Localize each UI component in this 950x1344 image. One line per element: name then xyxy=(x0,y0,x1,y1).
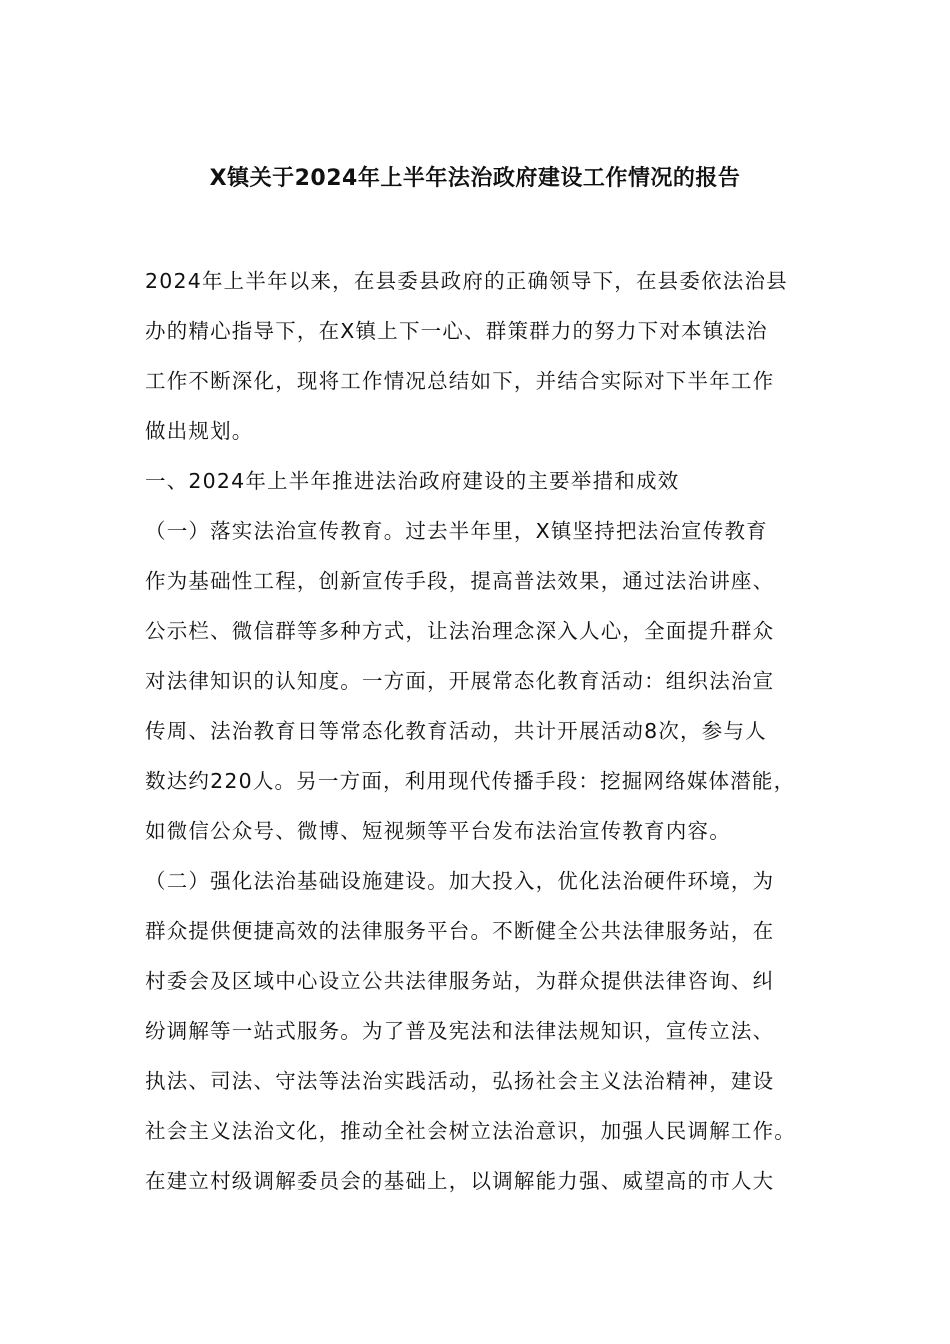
body-line: 办的精心指导下，在X镇上下一心、群策群力的努力下对本镇法治 xyxy=(145,319,768,343)
body-line: 群众提供便捷高效的法律服务平台。不断健全公共法律服务站，在 xyxy=(145,919,775,943)
body-line: 数达约220人。另一方面，利用现代传播手段：挖掘网络媒体潜能， xyxy=(145,769,796,793)
body-line: 对法律知识的认知度。一方面，开展常态化教育活动：组织法治宣 xyxy=(145,669,775,693)
document-body xyxy=(145,256,825,1206)
body-line: 做出规划。 xyxy=(145,419,254,443)
body-line: 工作不断深化，现将工作情况总结如下，并结合实际对下半年工作 xyxy=(145,369,775,393)
section-heading: 一、2024年上半年推进法治政府建设的主要举措和成效 xyxy=(145,469,680,493)
body-line: （二）强化法治基础设施建设。加大投入，优化法治硬件环境，为 xyxy=(145,869,775,893)
body-line: 纷调解等一站式服务。为了普及宪法和法律法规知识，宣传立法、 xyxy=(145,1019,775,1043)
body-line: 村委会及区域中心设立公共法律服务站，为群众提供法律咨询、纠 xyxy=(145,969,775,993)
body-line: 公示栏、微信群等多种方式，让法治理念深入人心，全面提升群众 xyxy=(145,619,775,643)
body-line: 执法、司法、守法等法治实践活动，弘扬社会主义法治精神，建设 xyxy=(145,1069,775,1093)
body-line: 作为基础性工程，创新宣传手段，提高普法效果，通过法治讲座、 xyxy=(145,569,775,593)
body-line: 在建立村级调解委员会的基础上，以调解能力强、威望高的市人大 xyxy=(145,1169,775,1193)
document-title: X镇关于2024年上半年法治政府建设工作情况的报告 xyxy=(209,166,741,191)
body-line: 2024年上半年以来，在县委县政府的正确领导下，在县委依法治县 xyxy=(145,269,788,293)
body-line: 社会主义法治文化，推动全社会树立法治意识，加强人民调解工作。 xyxy=(145,1119,796,1143)
body-line: 如微信公众号、微博、短视频等平台发布法治宣传教育内容。 xyxy=(145,819,731,843)
body-line: 传周、法治教育日等常态化教育活动，共计开展活动8次，参与人 xyxy=(145,719,767,743)
body-line: （一）落实法治宣传教育。过去半年里，X镇坚持把法治宣传教育 xyxy=(145,519,768,543)
